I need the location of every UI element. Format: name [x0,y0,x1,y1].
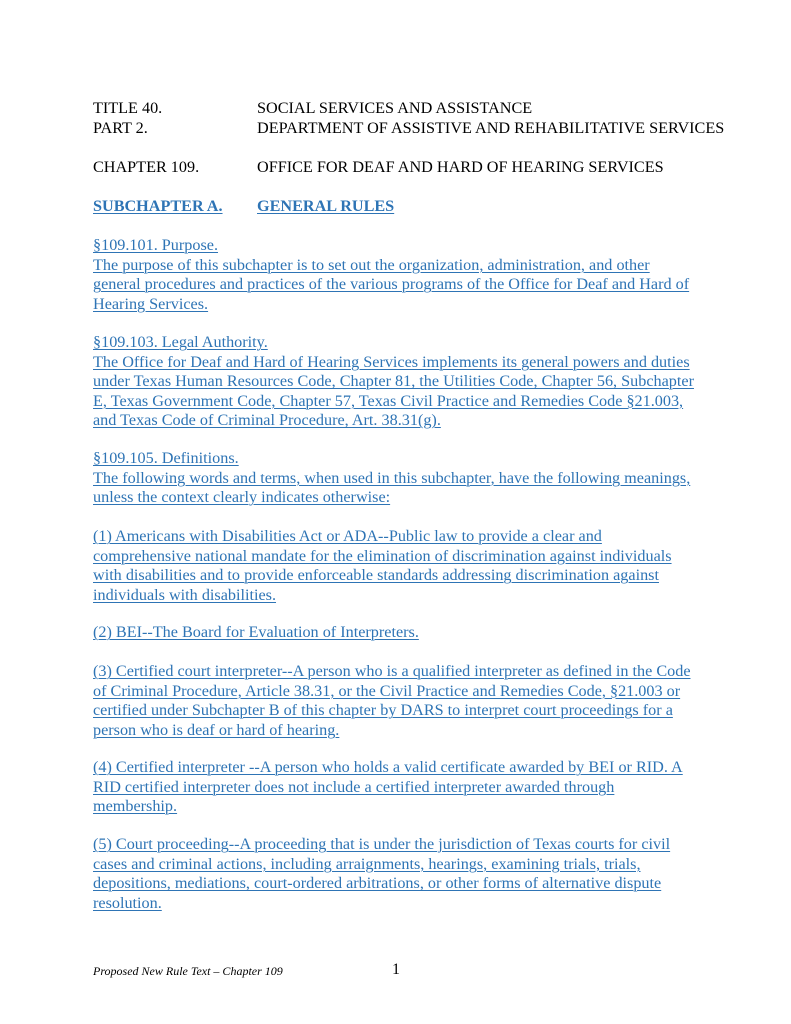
section-definitions [93,449,701,508]
definition-item [93,758,701,817]
definition-item [93,623,701,643]
definition-text: (5) Court proceeding--A proceeding that is under the jurisdiction of Texas courts for civil cases and criminal actions, including arraignments, hearings, examining trials, trials, depositions, mediations, court-ordered arbitrations, or other forms of alternative dispute resolution. [93,835,671,912]
section-body: The Office for Deaf and Hard of Hearing Services implements its general powers and duties under Texas Human Resources Code, Chapter 81, the Utilities Code, Chapter 56, Subchapter E, Texas Government Code, Chapter 57, Texas Civil Practice and Remedies Code §21.003, and Texas Code of Criminal Procedure, Art. 38.31(g). [93,352,694,429]
title-label: TITLE 40. [93,99,163,117]
part-value: DEPARTMENT OF ASSISTIVE AND REHABILITATIVE SERVICES [257,119,725,137]
header-subchapter-row [93,197,733,217]
section-body: The following words and terms, when used in this subchapter, have the following meanings, unless the context clearly indicates otherwise: [93,468,691,506]
section-heading: §109.103. Legal Authority. [93,333,268,351]
header-title-row [93,99,733,119]
header-chapter-row [93,158,733,197]
definition-item [93,527,701,605]
definition-text: (1) Americans with Disabilities Act or ADA--Public law to provide a clear and comprehensive national mandate for the elimination of discrimination against individuals with disabilities and to provide enforceable standards addressing discrimination against individuals with disabilities. [93,527,672,604]
definition-text: (4) Certified interpreter --A person who holds a valid certificate awarded by BEI or RID. A RID certified interpreter does not include a certified interpreter awarded through membership. [93,758,683,815]
definition-text: (3) Certified court interpreter--A person who is a qualified interpreter as defined in the Code of Criminal Procedure, Article 38.31, or the Civil Practice and Remedies Code, §21.003 or certified under Subchapter B of this chapter by DARS to interpret court proceedings for a person who is deaf or hard of hearing. [93,662,691,739]
part-label: PART 2. [93,119,148,137]
section-purpose [93,236,701,314]
definition-item [93,662,701,740]
footer-document-label: Proposed New Rule Text – Chapter 109 [93,964,283,978]
section-legal-authority [93,333,701,431]
subchapter-value: GENERAL RULES [257,197,395,215]
header-part-row [93,119,733,158]
title-value: SOCIAL SERVICES AND ASSISTANCE [257,99,533,117]
definition-text: (2) BEI--The Board for Evaluation of Interpreters. [93,623,419,641]
chapter-label: CHAPTER 109. [93,158,200,176]
subchapter-label: SUBCHAPTER A. [93,197,223,215]
section-heading: §109.101. Purpose. [93,236,219,254]
section-heading: §109.105. Definitions. [93,449,239,467]
page-number: 1 [392,961,400,978]
chapter-value: OFFICE FOR DEAF AND HARD OF HEARING SERVICES [257,158,664,176]
definition-item [93,835,701,913]
section-body: The purpose of this subchapter is to set out the organization, administration, and other general procedures and practices of the various programs of the Office for Deaf and Hard of Hearing Services. [93,255,690,313]
